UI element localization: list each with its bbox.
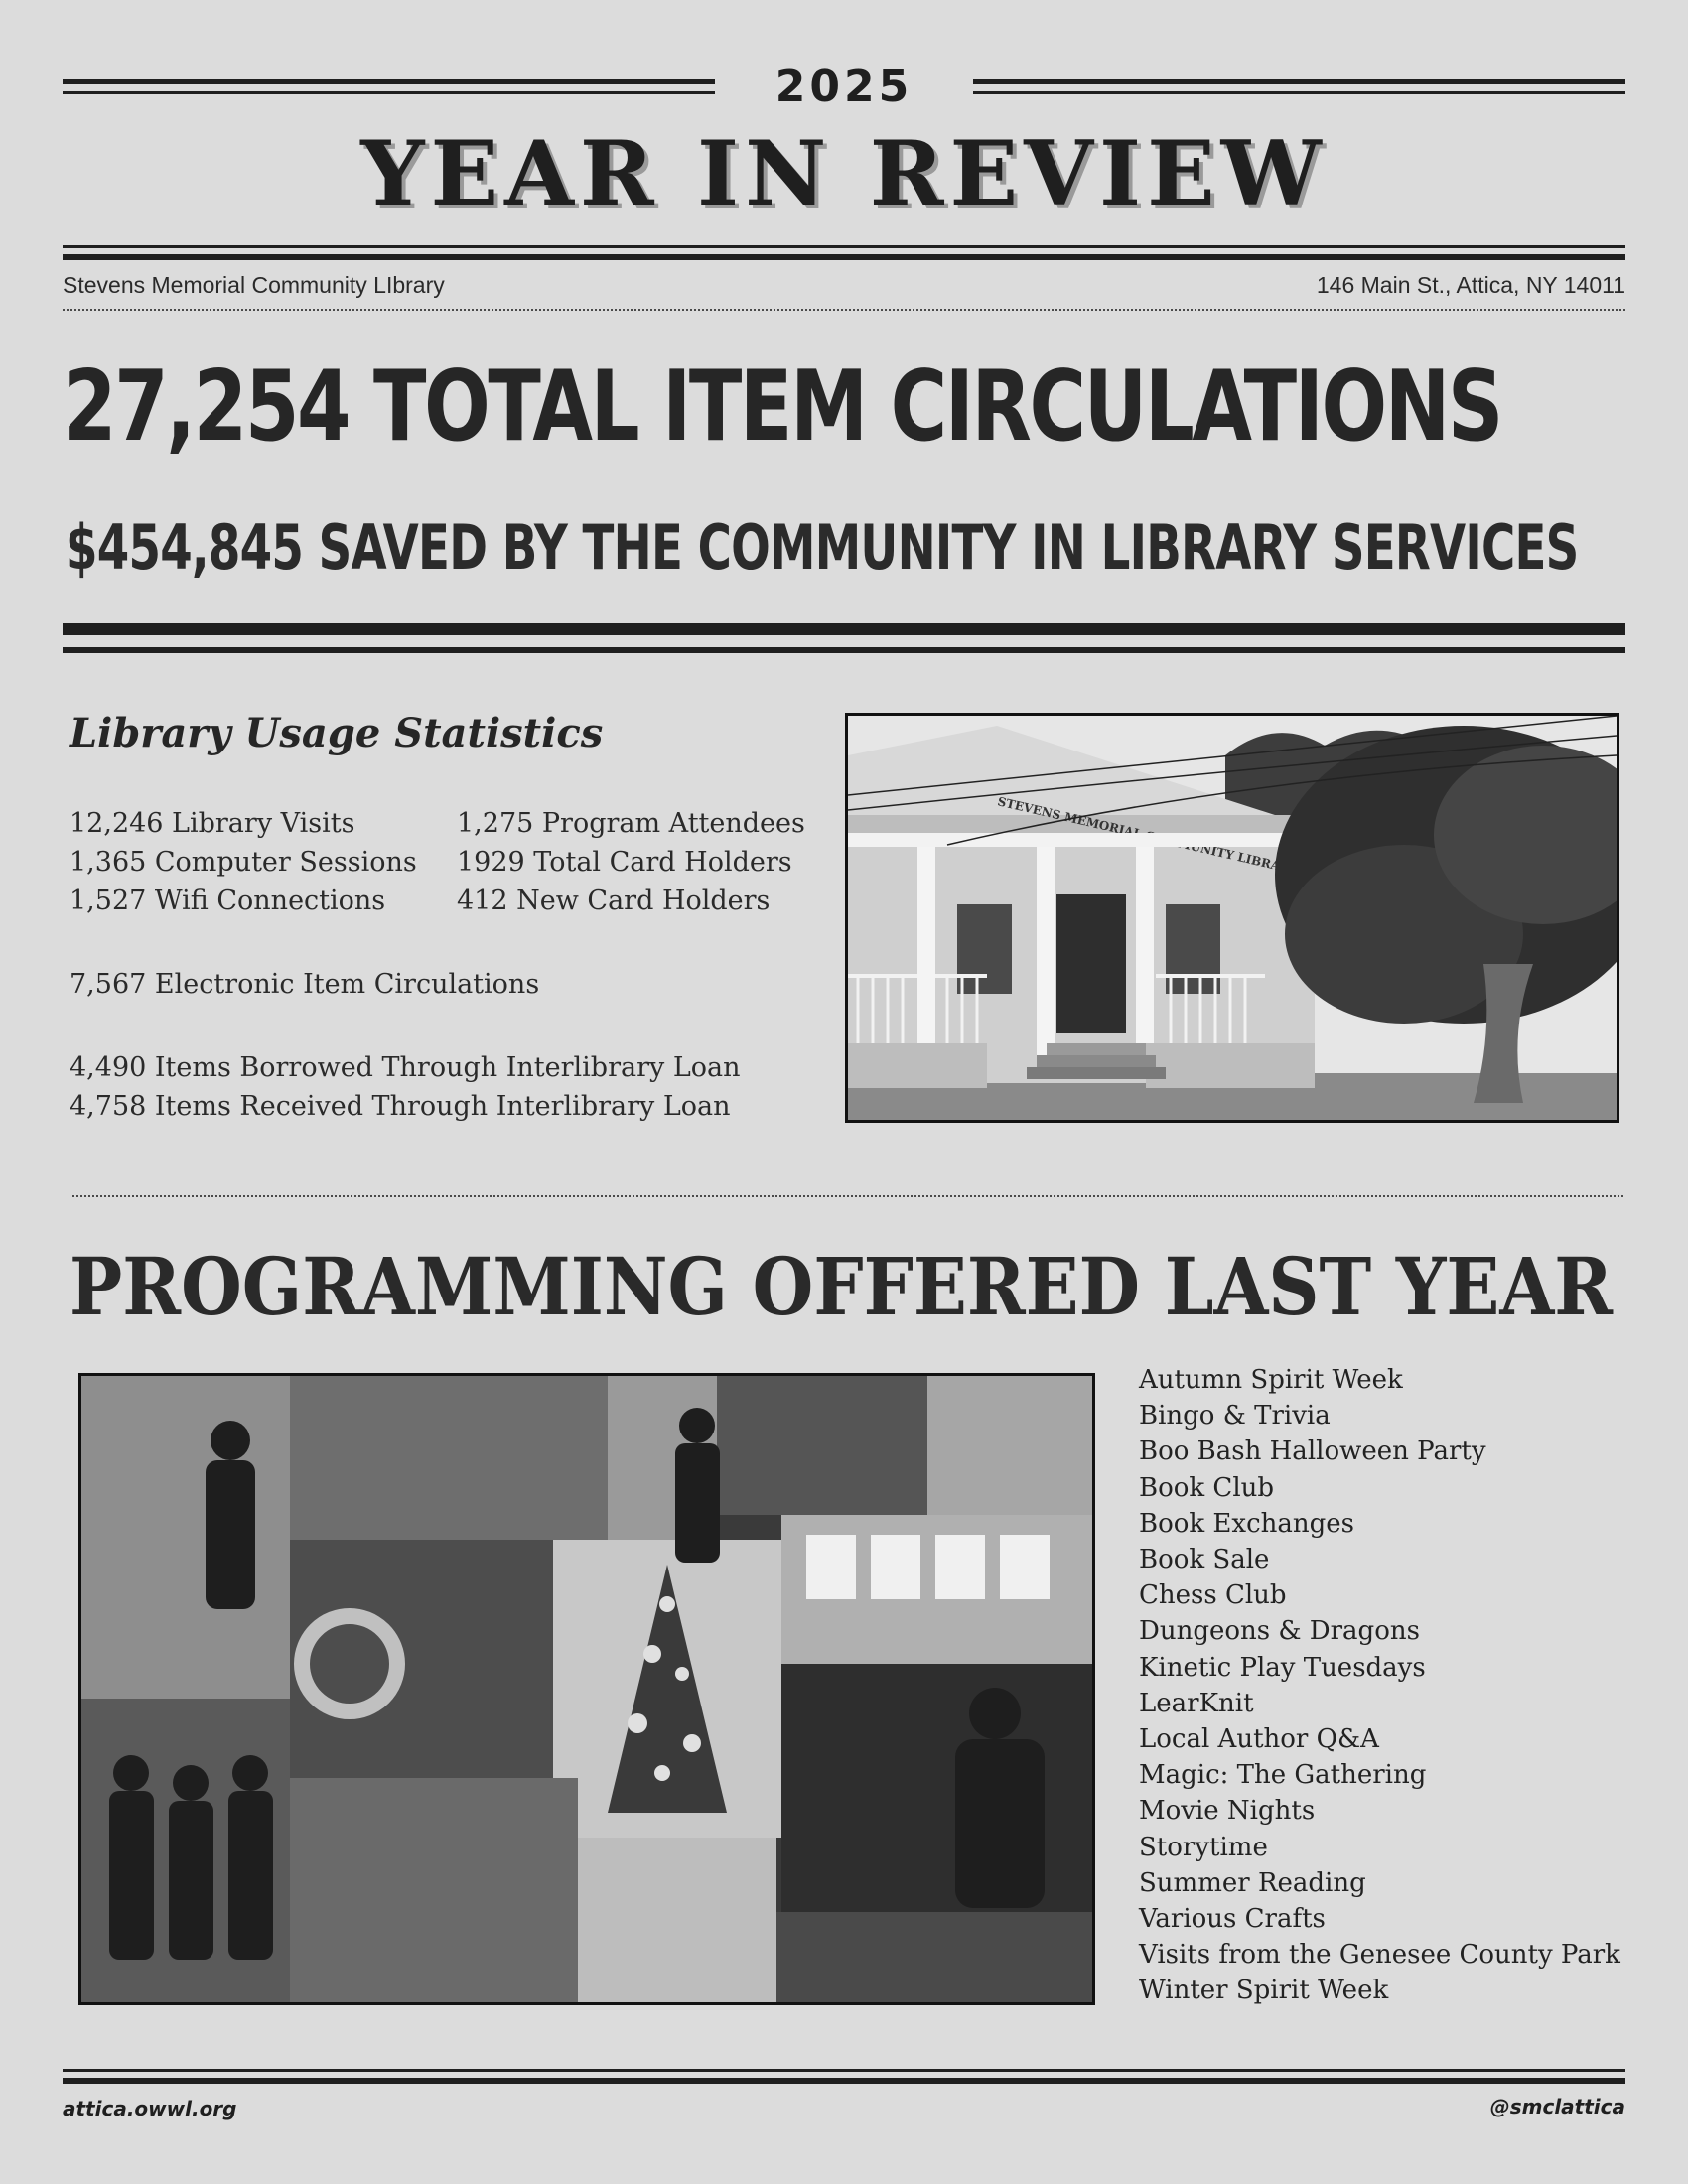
programming-photo-collage: [78, 1373, 1095, 2005]
list-item: Magic: The Gathering: [1139, 1760, 1427, 1791]
footer-social-handle[interactable]: @smclattica: [1489, 2095, 1625, 2118]
programming-list: [1139, 1362, 1620, 2009]
headline-circulations: 27,254 TOTAL ITEM CIRCULATIONS: [63, 350, 1501, 464]
stats-heading: Library Usage Statistics: [70, 710, 604, 756]
list-item: Book Club: [1139, 1472, 1275, 1503]
headline-rule-thick: [63, 623, 1625, 635]
list-item: Boo Bash Halloween Party: [1139, 1436, 1486, 1467]
footer-website-link[interactable]: attica.owwl.org: [63, 2097, 237, 2120]
list-item: Various Crafts: [1139, 1904, 1326, 1935]
list-item: LearKnit: [1139, 1688, 1254, 1718]
list-item: Summer Reading: [1139, 1867, 1366, 1898]
masthead-rule-below-thin: [63, 245, 1625, 248]
stat-total-card-holders: 1929 Total Card Holders: [457, 847, 792, 878]
headline-savings: $454,845 SAVED BY THE COMMUNITY IN LIBRARY SERVICES: [66, 511, 1579, 584]
programming-title: PROGRAMMING OFFERED LAST YEAR: [70, 1240, 1614, 1333]
year-label: 2025: [774, 62, 914, 112]
stat-ill-received: 4,758 Items Received Through Interlibrary Loan: [70, 1091, 731, 1122]
list-item: Dungeons & Dragons: [1139, 1616, 1420, 1647]
stat-library-visits: 12,246 Library Visits: [70, 808, 355, 839]
stat-computer-sessions: 1,365 Computer Sessions: [70, 847, 417, 878]
headline-rule-thin: [63, 647, 1625, 653]
library-address: 146 Main St., Attica, NY 14011: [1316, 272, 1625, 298]
library-building-photo: [845, 713, 1619, 1123]
library-name: Stevens Memorial Community LIbrary: [63, 272, 445, 298]
library-building-illustration: [848, 716, 1617, 1120]
stat-new-card-holders: 412 New Card Holders: [457, 886, 771, 916]
list-item: Book Sale: [1139, 1545, 1270, 1575]
footer-rule-thin: [63, 2069, 1625, 2072]
dotted-divider-top: [63, 309, 1625, 311]
list-item: Local Author Q&A: [1139, 1724, 1379, 1755]
dotted-divider-middle: [72, 1195, 1623, 1197]
list-item: Bingo & Trivia: [1139, 1401, 1331, 1432]
list-item: Autumn Spirit Week: [1139, 1365, 1403, 1395]
building-sign-text: STEVENS MEMORIAL LIBRARY: [996, 794, 1300, 878]
collage-illustration: [81, 1376, 1092, 2002]
list-item: Movie Nights: [1139, 1796, 1316, 1827]
list-item: Book Exchanges: [1139, 1508, 1355, 1539]
list-item: Storytime: [1139, 1832, 1268, 1862]
stat-program-attendees: 1,275 Program Attendees: [457, 808, 805, 839]
list-item: Winter Spirit Week: [1139, 1976, 1389, 2006]
stat-electronic-circulations: 7,567 Electronic Item Circulations: [70, 969, 540, 1000]
masthead-rule-below-thick: [63, 254, 1625, 260]
stat-ill-borrowed: 4,490 Items Borrowed Through Interlibrary Loan: [70, 1052, 741, 1083]
footer-rule-thick: [63, 2078, 1625, 2084]
stat-wifi-connections: 1,527 Wifi Connections: [70, 886, 386, 916]
list-item: Visits from the Genesee County Park: [1139, 1940, 1620, 1971]
page-title: YEAR IN REVIEW: [360, 121, 1328, 226]
list-item: Chess Club: [1139, 1580, 1287, 1611]
list-item: Kinetic Play Tuesdays: [1139, 1652, 1426, 1683]
